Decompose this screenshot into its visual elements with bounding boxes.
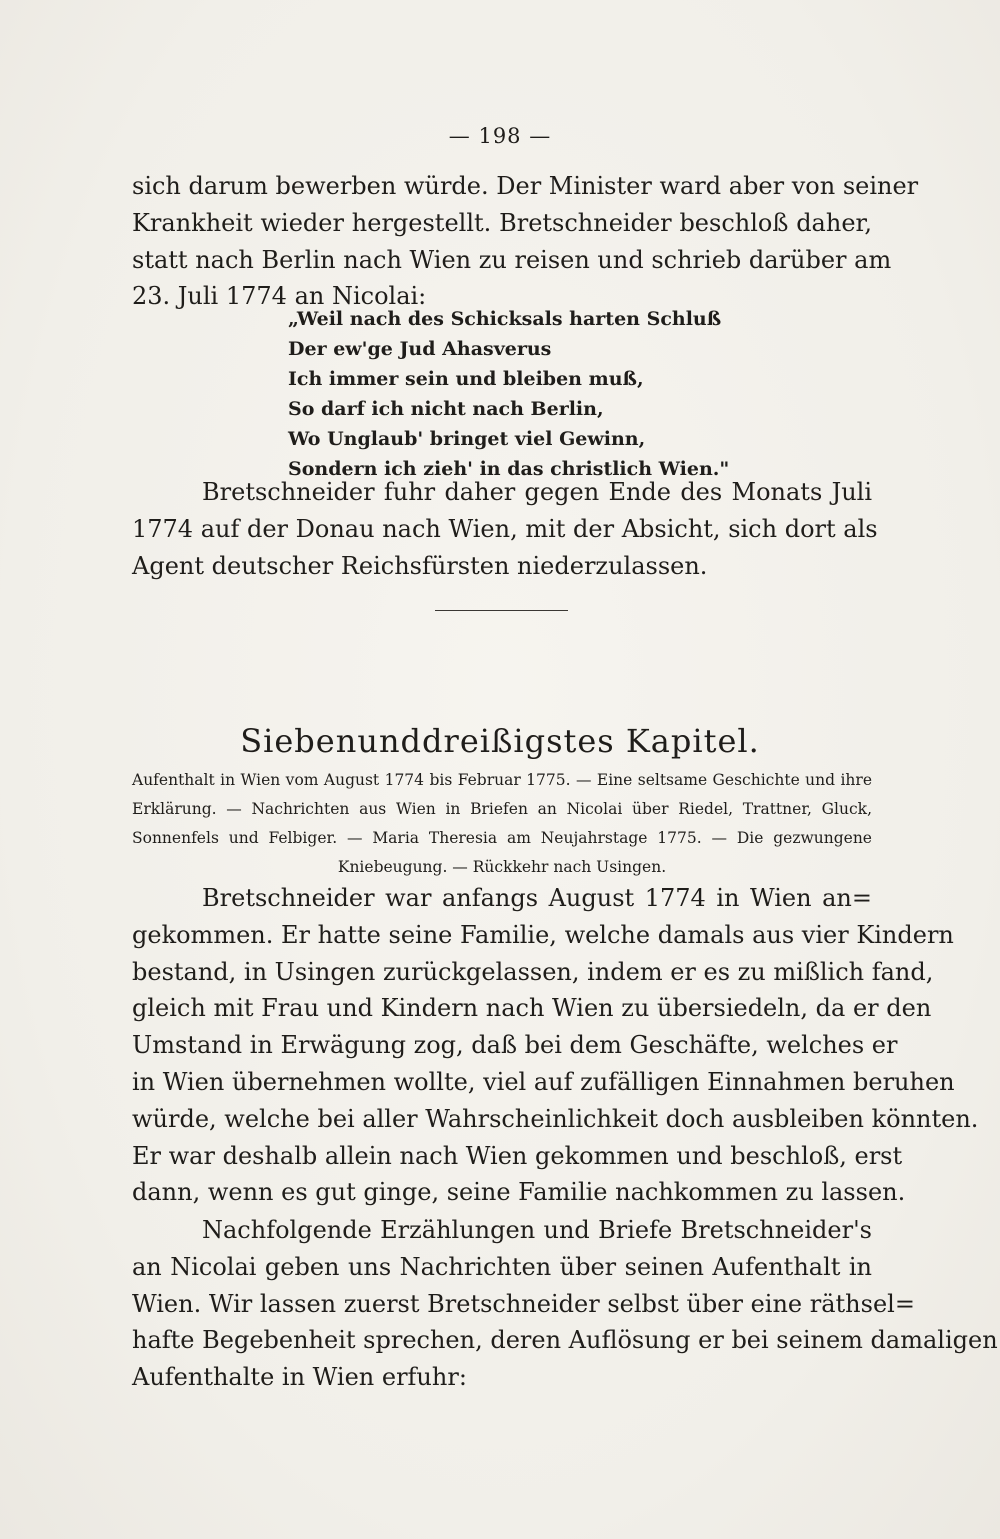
text-line: 23. Juli 1774 an Nicolai: (132, 282, 427, 311)
text-line: statt nach Berlin nach Wien zu reisen und schrieb darüber am (132, 245, 892, 274)
section-separator (435, 610, 568, 611)
text-line: in Wien übernehmen wollte, viel auf zufälligen Einnahmen beruhen (132, 1067, 955, 1096)
text-line: Aufenthalte in Wien erfuhr: (132, 1363, 467, 1392)
verse-line: So darf ich nicht nach Berlin, (288, 398, 604, 420)
text-line: Nachfolgende Erzählungen und Briefe Bretschneider's (202, 1216, 872, 1244)
summary-line: Erklärung. — Nachrichten aus Wien in Briefen an Nicolai über Riedel, Trattner, Gluck, (132, 800, 872, 818)
verse-line: Der ew'ge Jud Ahasverus (288, 338, 552, 360)
verse-line: Wo Unglaub' bringet viel Gewinn, (288, 428, 646, 450)
text-line: Krankheit wieder hergestellt. Bretschneider beschloß daher, (132, 208, 872, 237)
text-line: Umstand in Erwägung zog, daß bei dem Geschäfte, welches er (132, 1031, 898, 1060)
text-line: Bretschneider fuhr daher gegen Ende des Monats Juli (202, 478, 872, 506)
text-line: gekommen. Er hatte seine Familie, welche damals aus vier Kindern (132, 920, 954, 949)
summary-line: Kniebeugung. — Rückkehr nach Usingen. (337, 858, 667, 876)
paragraph-4 (132, 1212, 998, 1396)
paragraph-2 (132, 474, 878, 584)
text-line: sich darum bewerben würde. Der Minister ward aber von seiner (132, 172, 919, 200)
summary-line: Sonnenfels und Felbiger. — Maria Theresia am Neujahrstage 1775. — Die gezwungene (132, 829, 872, 847)
text-line: bestand, in Usingen zurückgelassen, indem er es zu mißlich fand, (132, 957, 934, 986)
verse-quote (288, 304, 848, 484)
verse-line: Ich immer sein und bleiben muß, (288, 368, 644, 390)
paragraph-1 (132, 168, 919, 315)
verse-line: Sondern ich zieh' in das christlich Wien." (288, 458, 730, 480)
chapter-title: Siebenunddreißigstes Kapitel. (240, 722, 760, 760)
text-line: gleich mit Frau und Kindern nach Wien zu übersiedeln, da er den (132, 994, 932, 1023)
paragraph-3 (132, 880, 979, 1211)
text-line: an Nicolai geben uns Nachrichten über seinen Aufenthalt in (132, 1252, 872, 1281)
text-line: Wien. Wir lassen zuerst Bretschneider selbst über eine räthsel= (132, 1289, 915, 1318)
text-line: dann, wenn es gut ginge, seine Familie nachkommen zu lassen. (132, 1178, 906, 1207)
text-line: Er war deshalb allein nach Wien gekommen und beschloß, erst (132, 1141, 903, 1170)
text-line: hafte Begebenheit sprechen, deren Auflösung er bei seinem damaligen (132, 1326, 998, 1355)
verse-line: „Weil nach des Schicksals harten Schluß (288, 308, 722, 330)
text-line: würde, welche bei aller Wahrscheinlichkeit doch ausbleiben könnten. (132, 1104, 979, 1133)
text-line: Bretschneider war anfangs August 1774 in Wien an= (202, 884, 872, 912)
page-number: — 198 — (448, 124, 552, 148)
summary-line: Aufenthalt in Wien vom August 1774 bis Februar 1775. — Eine seltsame Geschichte und ihre (132, 771, 872, 789)
chapter-summary (132, 766, 872, 882)
text-line: Agent deutscher Reichsfürsten niederzulassen. (132, 551, 708, 580)
text-line: 1774 auf der Donau nach Wien, mit der Absicht, sich dort als (132, 514, 878, 543)
